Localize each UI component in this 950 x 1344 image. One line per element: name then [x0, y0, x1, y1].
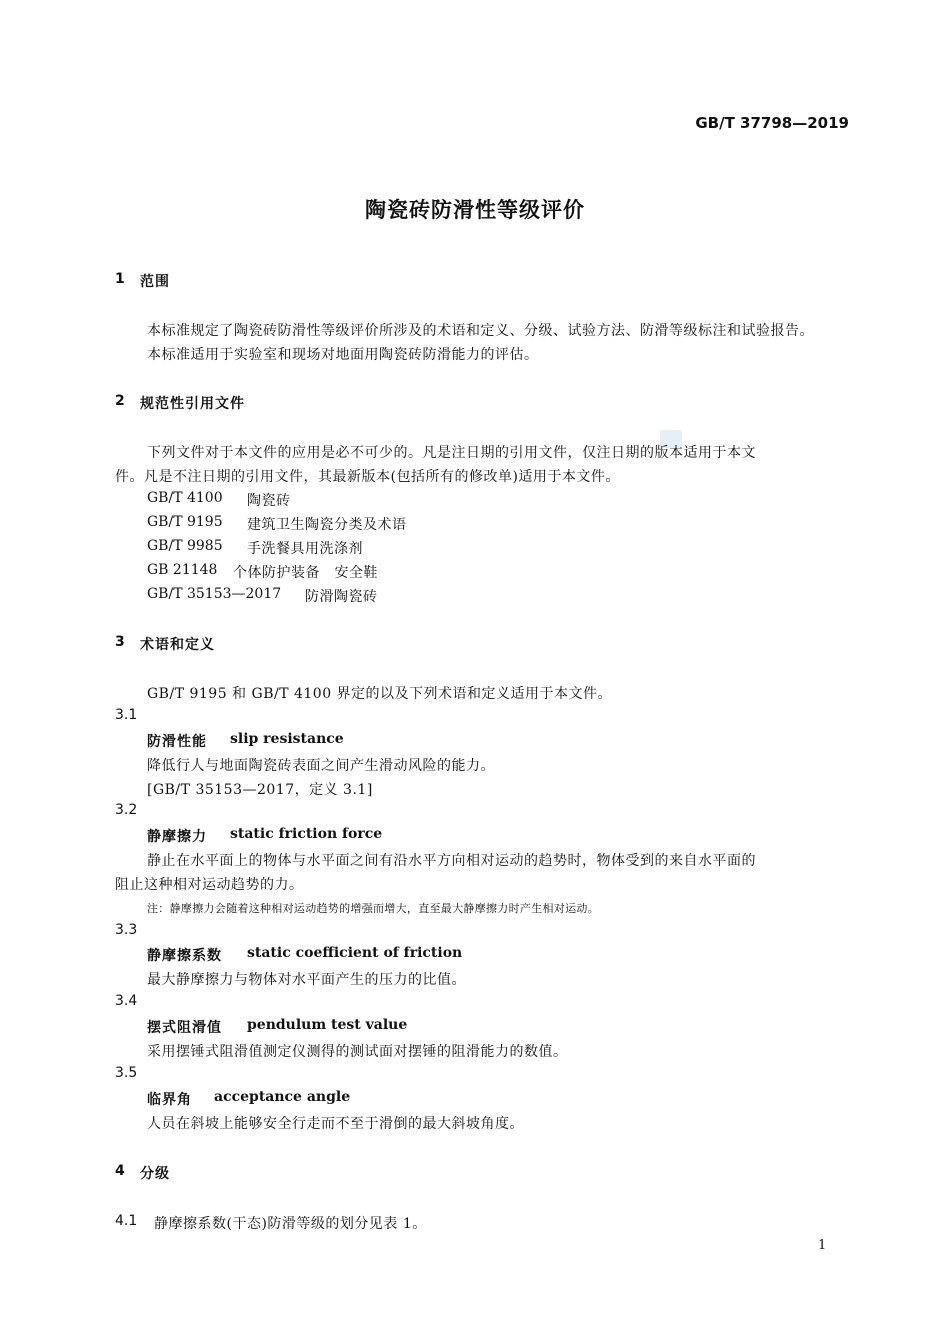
term-chinese: 防滑性能 [147, 734, 207, 750]
section-2-title: 规范性引用文件 [140, 396, 245, 412]
term-number: 3.3 [115, 922, 138, 938]
reference-name: 陶瓷砖 [247, 493, 291, 509]
standard-code: GB/T 37798—2019 [695, 114, 849, 132]
term-chinese: 摆式阻滑值 [147, 1020, 222, 1036]
reference-code: GB/T 9985 [147, 538, 223, 554]
section-1-paragraph-1: 本标准规定了陶瓷砖防滑性等级评价所涉及的术语和定义、分级、试验方法、防滑等级标注和试验报告。 [147, 323, 814, 339]
document-title: 陶瓷砖防滑性等级评价 [365, 198, 585, 222]
term-definition: 降低行人与地面陶瓷砖表面之间产生滑动风险的能力。 [147, 758, 495, 774]
section-1-title: 范围 [140, 274, 170, 290]
term-note: 注：静摩擦力会随着这种相对运动趋势的增强而增大，直至最大静摩擦力时产生相对运动。 [147, 902, 599, 915]
term-source: [GB/T 35153—2017，定义 3.1] [147, 782, 373, 798]
section-3-intro: GB/T 9195 和 GB/T 4100 界定的以及下列术语和定义适用于本文件。 [147, 686, 613, 702]
reference-name: 手洗餐具用洗涤剂 [247, 541, 363, 557]
term-definition-line-1: 静止在水平面上的物体与水平面之间有沿水平方向相对运动的趋势时，物体受到的来自水平面的 [147, 853, 756, 869]
term-english: pendulum test value [247, 1017, 408, 1033]
page-number: 1 [818, 1238, 827, 1253]
reference-name: 建筑卫生陶瓷分类及术语 [247, 517, 407, 533]
reference-code: GB 21148 [147, 562, 218, 578]
term-definition: 人员在斜坡上能够安全行走而不至于滑倒的最大斜坡角度。 [147, 1116, 524, 1132]
term-english: acceptance angle [214, 1089, 351, 1105]
term-chinese: 临界角 [147, 1092, 192, 1108]
section-2-paragraph-line-2: 件。凡是不注日期的引用文件，其最新版本(包括所有的修改单)适用于本文件。 [115, 469, 620, 485]
term-definition-line-2: 阻止这种相对运动趋势的力。 [115, 877, 304, 893]
reference-code: GB/T 4100 [147, 490, 223, 506]
term-definition: 采用摆锤式阻滑值测定仪测得的测试面对摆锤的阻滑能力的数值。 [147, 1044, 568, 1060]
reference-name: 个体防护装备 安全鞋 [233, 565, 378, 581]
term-chinese: 静摩擦系数 [147, 948, 222, 964]
term-number: 3.2 [115, 802, 138, 818]
section-3-number: 3 [115, 634, 125, 650]
reference-code: GB/T 35153—2017 [147, 586, 282, 602]
section-2-paragraph-line-1: 下列文件对于本文件的应用是必不可少的。凡是注日期的引用文件，仅注日期的版本适用于本文 [147, 445, 756, 461]
section-2-number: 2 [115, 393, 125, 409]
section-3-title: 术语和定义 [140, 637, 215, 653]
reference-name: 防滑陶瓷砖 [305, 589, 378, 605]
term-english: static coefficient of friction [247, 945, 463, 961]
section-1-paragraph-2: 本标准适用于实验室和现场对地面用陶瓷砖防滑能力的评估。 [147, 347, 539, 363]
term-english: static friction force [230, 826, 383, 842]
clause-number: 4.1 [115, 1213, 138, 1229]
term-number: 3.1 [115, 707, 138, 723]
section-4-title: 分级 [140, 1166, 170, 1182]
section-1-number: 1 [115, 271, 125, 287]
term-number: 3.5 [115, 1065, 138, 1081]
term-definition: 最大静摩擦力与物体对水平面产生的压力的比值。 [147, 972, 466, 988]
term-english: slip resistance [230, 731, 344, 747]
section-4-number: 4 [115, 1163, 125, 1179]
reference-code: GB/T 9195 [147, 514, 223, 530]
term-chinese: 静摩擦力 [147, 829, 207, 845]
clause-text: 静摩擦系数(干态)防滑等级的划分见表 1。 [154, 1216, 427, 1232]
term-number: 3.4 [115, 993, 138, 1009]
